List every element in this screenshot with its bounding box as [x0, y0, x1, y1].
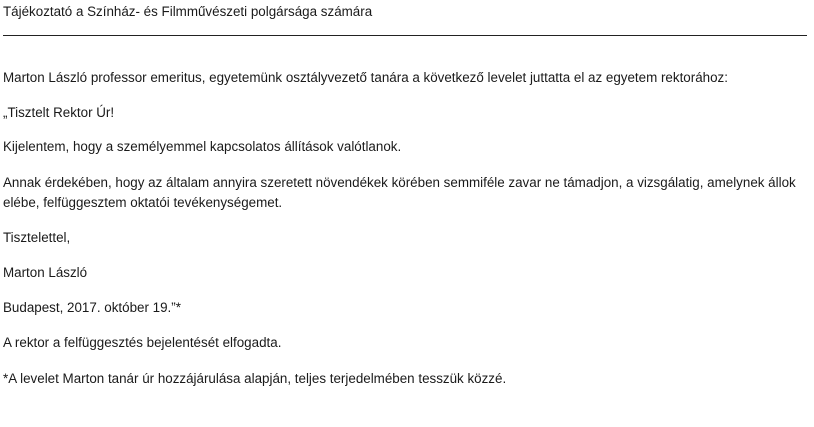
rector-response: A rektor a felfüggesztés bejelentését elfogadta. — [3, 335, 282, 350]
title-divider — [3, 35, 807, 36]
letter-salutation: „Tisztelt Rektor Úr! — [3, 105, 115, 120]
footnote: *A levelet Marton tanár úr hozzájárulása alapján, teljes terjedelmében tesszük közzé. — [3, 371, 507, 386]
letter-signature: Marton László — [3, 265, 88, 280]
letter-paragraph-2: Annak érdekében, hogy az általam annyira szeretett növendékek körében semmiféle zavar ne támadjon, a vizsgálatig, amelynek állok elébe, felfüggesztem oktatói tevékenységemet. — [3, 175, 796, 210]
letter-paragraph-1: Kijelentem, hogy a személyemmel kapcsolatos állítások valótlanok. — [3, 139, 402, 154]
letter-closing: Tisztelettel, — [3, 230, 71, 245]
page-title: Tájékoztató a Színház- és Filmművészeti polgársága számára — [3, 4, 373, 19]
letter-date-place: Budapest, 2017. október 19.”* — [3, 300, 181, 315]
intro-paragraph: Marton László professor emeritus, egyetemünk osztályvezető tanára a következő levelet juttatta el az egyetem rektorához: — [3, 70, 728, 85]
